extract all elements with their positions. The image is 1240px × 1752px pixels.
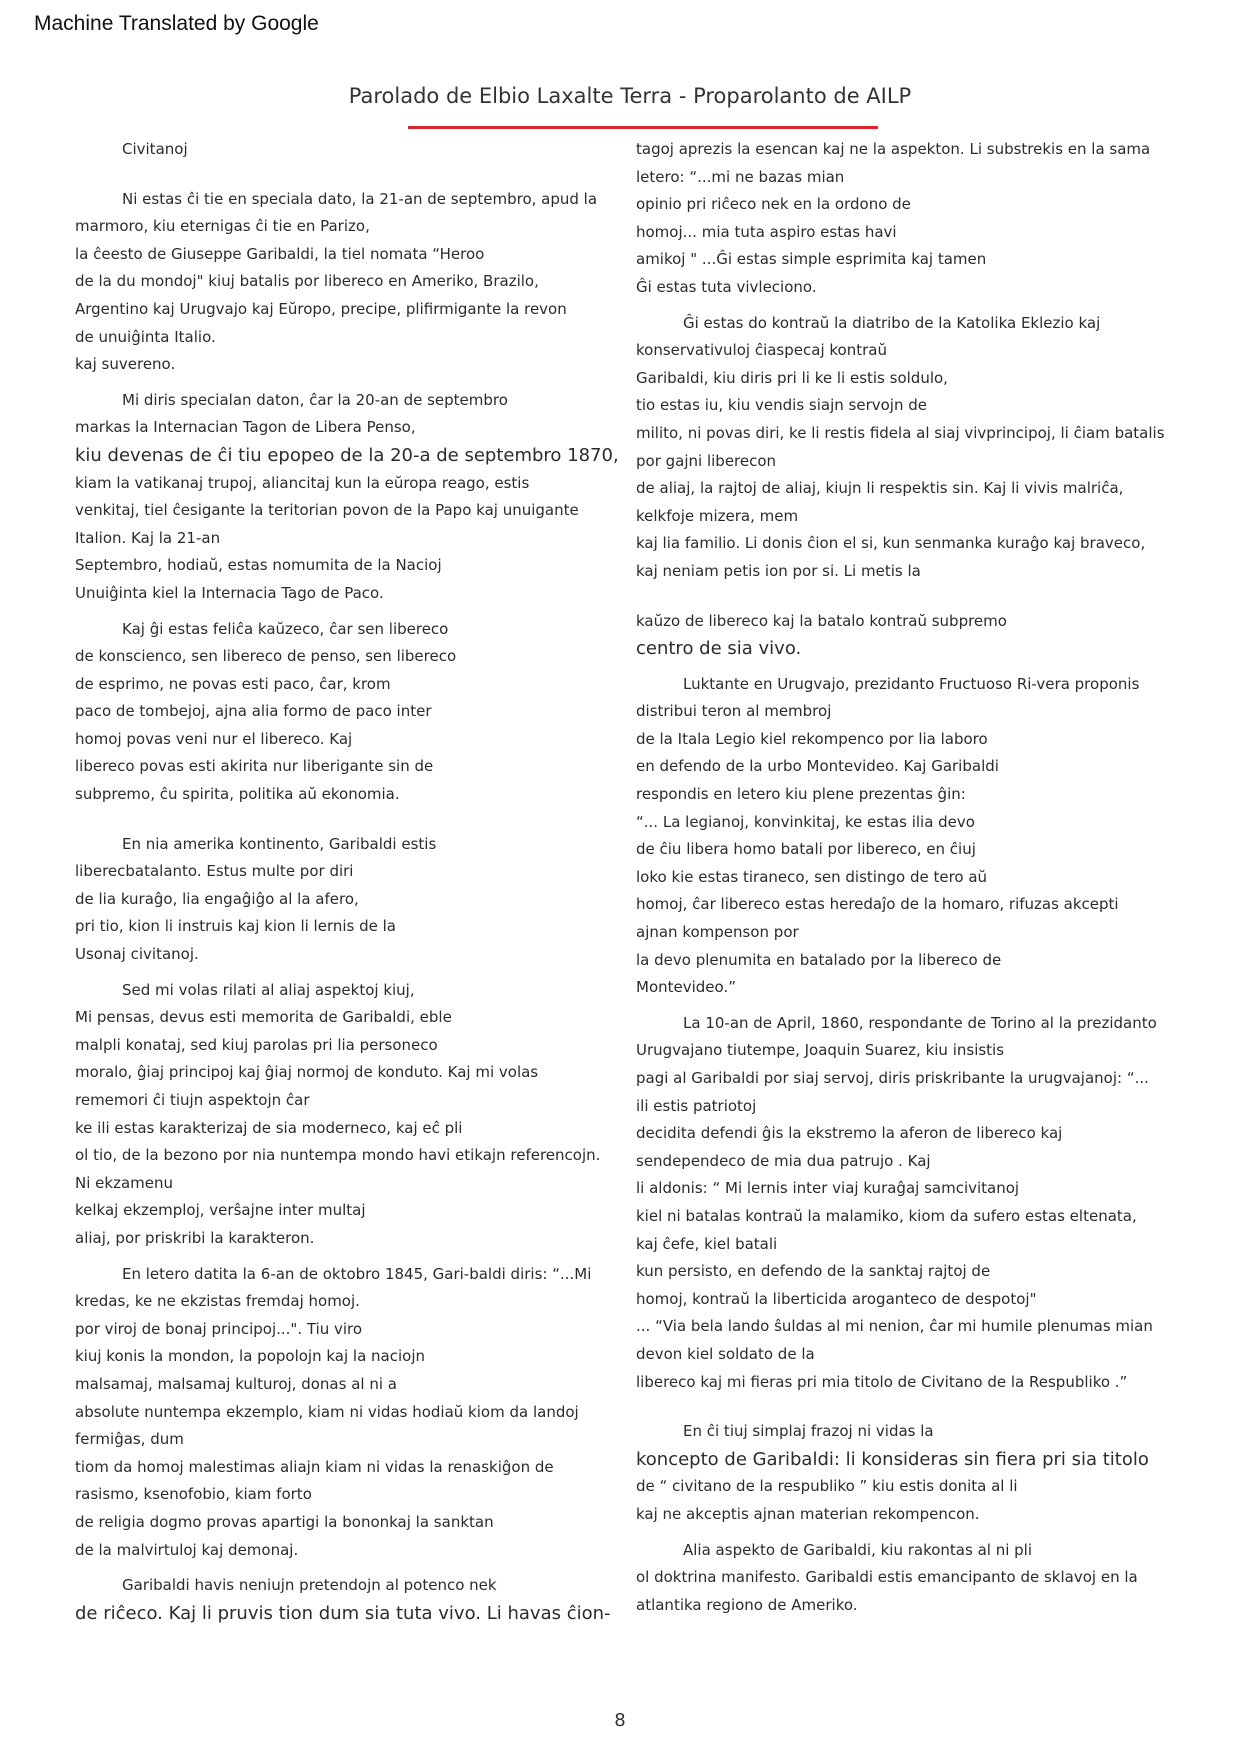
paragraph — [636, 671, 1196, 1002]
paragraph — [75, 831, 625, 969]
text-line: en defendo de la urbo Montevideo. Kaj Garibaldi — [636, 757, 999, 776]
paragraph — [636, 136, 1196, 302]
paragraph — [636, 1537, 1196, 1620]
text-line: Urugvajano tiutempe, Joaquin Suarez, kiu insistis — [636, 1041, 1005, 1060]
paragraph — [75, 1261, 625, 1565]
text-line: En ĉi tiuj simplaj frazoj ni vidas la — [683, 1422, 934, 1441]
paragraph-spacer — [75, 172, 625, 186]
text-line: de unuiĝinta Italio. — [75, 327, 216, 346]
text-line: de esprimo, ne povas esti paco, ĉar, krom — [75, 674, 391, 693]
text-line: devon kiel soldato de la — [636, 1344, 815, 1363]
text-line: de ĉiu libera homo batali por libereco, en ĉiuj — [636, 840, 976, 859]
text-line: milito, ni povas diri, ke li restis fidela al siaj vivprincipoj, li ĉiam batalis — [636, 423, 1165, 442]
text-line: kaŭzo de libereco kaj la batalo kontraŭ subpremo — [636, 611, 1007, 630]
text-line: kelkfoje mizera, mem — [636, 506, 799, 525]
text-line: Argentino kaj Urugvajo kaj Eŭropo, precipe, plifirmigante la revon — [75, 299, 567, 318]
text-line: de aliaj, la rajtoj de aliaj, kiujn li respektis sin. Kaj li vivis malriĉa, — [636, 479, 1124, 498]
text-line: Montevideo.” — [636, 978, 736, 997]
text-line: Garibaldi, kiu diris pri li ke li estis soldulo, — [636, 368, 948, 387]
text-line: “... La legianoj, konvinkitaj, ke estas ilia devo — [636, 812, 975, 831]
text-line: rasismo, ksenofobio, kiam forto — [75, 1485, 312, 1504]
text-line: Italion. Kaj la 21-an — [75, 528, 221, 547]
text-line: kaj neniam petis ion por si. Li metis la — [636, 561, 921, 580]
paragraph-spacer — [636, 1404, 1196, 1418]
text-line: li aldonis: “ Mi lernis inter viaj kuraĝaj samcivitanoj — [636, 1179, 1020, 1198]
text-line: ili estis patriotoj — [636, 1096, 757, 1115]
text-line: opinio pri riĉeco nek en la ordono de — [636, 195, 911, 214]
text-line: kelkaj ekzemploj, verŝajne inter multaj — [75, 1201, 366, 1220]
paragraph — [75, 616, 625, 809]
text-line: Alia aspekto de Garibaldi, kiu rakontas al ni pli — [683, 1540, 1033, 1559]
paragraph — [636, 1418, 1196, 1528]
text-line: pri tio, kion li instruis kaj kion li lernis de la — [75, 917, 396, 936]
text-line: Mi pensas, devus esti memorita de Garibaldi, eble — [75, 1008, 452, 1027]
text-line: venkitaj, tiel ĉesigante la teritorian povon de la Papo kaj unuigante — [75, 501, 579, 520]
text-line: homoj... mia tuta aspiro estas havi — [636, 222, 897, 241]
text-line: ol tio, de la bezono por nia nuntempa mondo havi etikajn referencojn. — [75, 1146, 601, 1165]
text-line: moralo, ĝiaj principoj kaj ĝiaj normoj de konduto. Kaj mi volas — [75, 1063, 539, 1082]
text-line: de konscienco, sen libereco de penso, sen libereco — [75, 647, 457, 666]
page-number: 8 — [614, 1710, 626, 1731]
text-line: fermiĝas, dum — [75, 1430, 184, 1449]
text-line: kaj suvereno. — [75, 355, 176, 374]
text-line: Mi diris specialan daton, ĉar la 20-an de septembro — [122, 390, 508, 409]
text-line: rememori ĉi tiujn aspektojn ĉar — [75, 1091, 310, 1109]
text-line: ol doktrina manifesto. Garibaldi estis emancipanto de sklavoj en la — [636, 1568, 1138, 1587]
paragraph — [636, 310, 1196, 586]
text-line: kiam la vatikanaj trupoj, aliancitaj kun la eŭropa reago, estis — [75, 473, 530, 492]
text-line: En nia amerika kontinento, Garibaldi estis — [122, 834, 437, 853]
left-column — [75, 136, 625, 1635]
text-line: kiuj konis la mondon, la popolojn kaj la naciojn — [75, 1347, 426, 1366]
paragraph — [75, 136, 625, 164]
text-line: paco de tombejoj, ajna alia formo de paco inter — [75, 702, 432, 721]
text-line: kiel ni batalas kontraŭ la malamiko, kiom da sufero estas eltenata, — [636, 1206, 1137, 1225]
text-line: de lia kuraĝo, lia engaĝiĝo al la afero, — [75, 889, 359, 908]
text-line: la devo plenumita en batalado por la libereco de — [636, 950, 1002, 969]
text-line: tagoj aprezis la esencan kaj ne la aspekton. Li substrekis en la sama — [636, 140, 1151, 158]
text-line: Kaj ĝi estas feliĉa kaŭzeco, ĉar sen libereco — [122, 619, 449, 638]
paragraph — [75, 1572, 625, 1627]
text-line: decidita defendi ĝis la ekstremo la aferon de libereco kaj — [636, 1124, 1063, 1143]
text-line: centro de sia vivo. — [636, 638, 802, 660]
text-line: Ĝi estas tuta vivleciono. — [636, 277, 817, 296]
text-line: tiom da homoj malestimas aliajn kiam ni vidas la renaskiĝon de — [75, 1457, 554, 1476]
text-line: letero: “...mi ne bazas mian — [636, 167, 845, 186]
text-line: Unuiĝinta kiel la Internacia Tago de Paco. — [75, 583, 384, 602]
text-line: de la Itala Legio kiel rekompenco por lia laboro — [636, 729, 988, 748]
text-line: kredas, ke ne ekzistas fremdaj homoj. — [75, 1292, 360, 1311]
text-line: marmoro, kiu eternigas ĉi tie en Parizo, — [75, 217, 370, 236]
text-line: homoj, kontraŭ la liberticida aroganteco de despotoj" — [636, 1289, 1037, 1308]
paragraph — [75, 186, 625, 379]
text-line: de riĉeco. Kaj li pruvis tion dum sia tuta vivo. Li havas ĉion- — [75, 1602, 611, 1624]
text-line: Civitanoj — [122, 140, 188, 158]
text-line: aliaj, por priskribi la karakteron. — [75, 1228, 315, 1247]
text-line: La 10-an de April, 1860, respondante de Torino al la prezidanto — [683, 1013, 1157, 1032]
text-line: de la du mondoj" kiuj batalis por libereco en Ameriko, Brazilo, — [75, 272, 539, 291]
text-line: homoj povas veni nur el libereco. Kaj — [75, 729, 353, 748]
text-line: En letero datita la 6-an de oktobro 1845, Gari-baldi diris: “...Mi — [122, 1264, 592, 1283]
text-line: respondis en letero kiu plene prezentas ĝin: — [636, 785, 966, 804]
paragraph — [75, 977, 625, 1253]
document-title: Parolado de Elbio Laxalte Terra - Proparolanto de AILP — [348, 84, 912, 108]
text-line: kiu devenas de ĉi tiu epopeo de la 20-a de septembro 1870, — [75, 444, 619, 466]
text-line: koncepto de Garibaldi: li konsideras sin fiera pri sia titolo — [636, 1448, 1149, 1470]
title-underline — [408, 126, 878, 129]
text-line: ajnan kompenson por — [636, 923, 799, 942]
text-line: Septembro, hodiaŭ, estas nomumita de la Nacioj — [75, 556, 442, 575]
text-line: libereco kaj mi fieras pri mia titolo de Civitano de la Respubliko .” — [636, 1372, 1128, 1391]
text-line: loko kie estas tiraneco, sen distingo de tero aŭ — [636, 867, 988, 886]
text-line: Luktante en Urugvajo, prezidanto Fructuoso Ri-vera proponis — [683, 674, 1140, 693]
text-line: absolute nuntempa ekzemplo, kiam ni vidas hodiaŭ kiom da landoj — [75, 1402, 579, 1421]
paragraph — [75, 387, 625, 608]
text-line: malpli konataj, sed kiuj parolas pri lia personeco — [75, 1035, 438, 1054]
text-line: tio estas iu, kiu vendis siajn servojn de — [636, 396, 927, 415]
text-line: Ĝi estas do kontraŭ la diatribo de la Katolika Eklezio kaj — [683, 313, 1101, 332]
text-line: Usonaj civitanoj. — [75, 945, 199, 964]
paragraph-spacer — [75, 817, 625, 831]
text-line: Sed mi volas rilati al aliaj aspektoj kiuj, — [122, 980, 415, 999]
text-line: kun persisto, en defendo de la sanktaj rajtoj de — [636, 1262, 991, 1281]
text-line: ... “Via bela lando ŝuldas al mi nenion, ĉar mi humile plenumas mian — [636, 1317, 1153, 1336]
text-line: sendependeco de mia dua patrujo . Kaj — [636, 1151, 931, 1170]
text-line: malsamaj, malsamaj kulturoj, donas al ni a — [75, 1374, 397, 1393]
text-line: markas la Internacian Tagon de Libera Penso, — [75, 418, 416, 437]
text-line: distribui teron al membroj — [636, 702, 832, 721]
text-line: libereco povas esti akirita nur liberigante sin de — [75, 757, 434, 776]
text-line: kaj lia familio. Li donis ĉion el si, kun senmanka kuraĝo kaj braveco, — [636, 534, 1146, 553]
text-line: liberecbatalanto. Estus multe por diri — [75, 862, 354, 881]
text-line: atlantika regiono de Ameriko. — [636, 1595, 858, 1614]
text-line: Ni ekzamenu — [75, 1173, 173, 1192]
text-line: de la malvirtuloj kaj demonaj. — [75, 1540, 299, 1559]
text-line: la ĉeesto de Giuseppe Garibaldi, la tiel nomata “Heroo — [75, 244, 485, 263]
text-line: Garibaldi havis neniujn pretendojn al potenco nek — [122, 1576, 497, 1595]
paragraph — [636, 608, 1196, 663]
text-line: Ni estas ĉi tie en speciala dato, la 21-an de septembro, apud la — [122, 189, 598, 208]
text-line: pagi al Garibaldi por siaj servoj, diris priskribante la urugvajanoj: “... — [636, 1069, 1149, 1087]
text-line: de religia dogmo provas apartigi la bononkaj la sanktan — [75, 1512, 494, 1531]
machine-translation-banner: Machine Translated by Google — [34, 12, 319, 35]
text-line: de “ civitano de la respubliko ” kiu estis donita al li — [636, 1477, 1018, 1496]
text-line: por gajni liberecon — [636, 451, 777, 470]
text-line: kaj ne akceptis ajnan materian rekompencon. — [636, 1504, 980, 1523]
text-line: subpremo, ĉu spirita, politika aŭ ekonomia. — [75, 785, 400, 804]
text-line: konservativuloj ĉiaspecaj kontraŭ — [636, 341, 887, 360]
text-line: ke ili estas karakterizaj de sia moderneco, kaj eĉ pli — [75, 1118, 463, 1137]
right-column — [636, 136, 1196, 1627]
paragraph-spacer — [636, 594, 1196, 608]
text-line: kaj ĉefe, kiel batali — [636, 1234, 778, 1253]
text-line: amikoj " ...Ĝi estas simple esprimita kaj tamen — [636, 250, 987, 269]
paragraph — [636, 1010, 1196, 1396]
text-line: homoj, ĉar libereco estas heredaĵo de la homaro, rifuzas akcepti — [636, 895, 1119, 914]
text-line: por viroj de bonaj principoj...". Tiu viro — [75, 1319, 363, 1338]
